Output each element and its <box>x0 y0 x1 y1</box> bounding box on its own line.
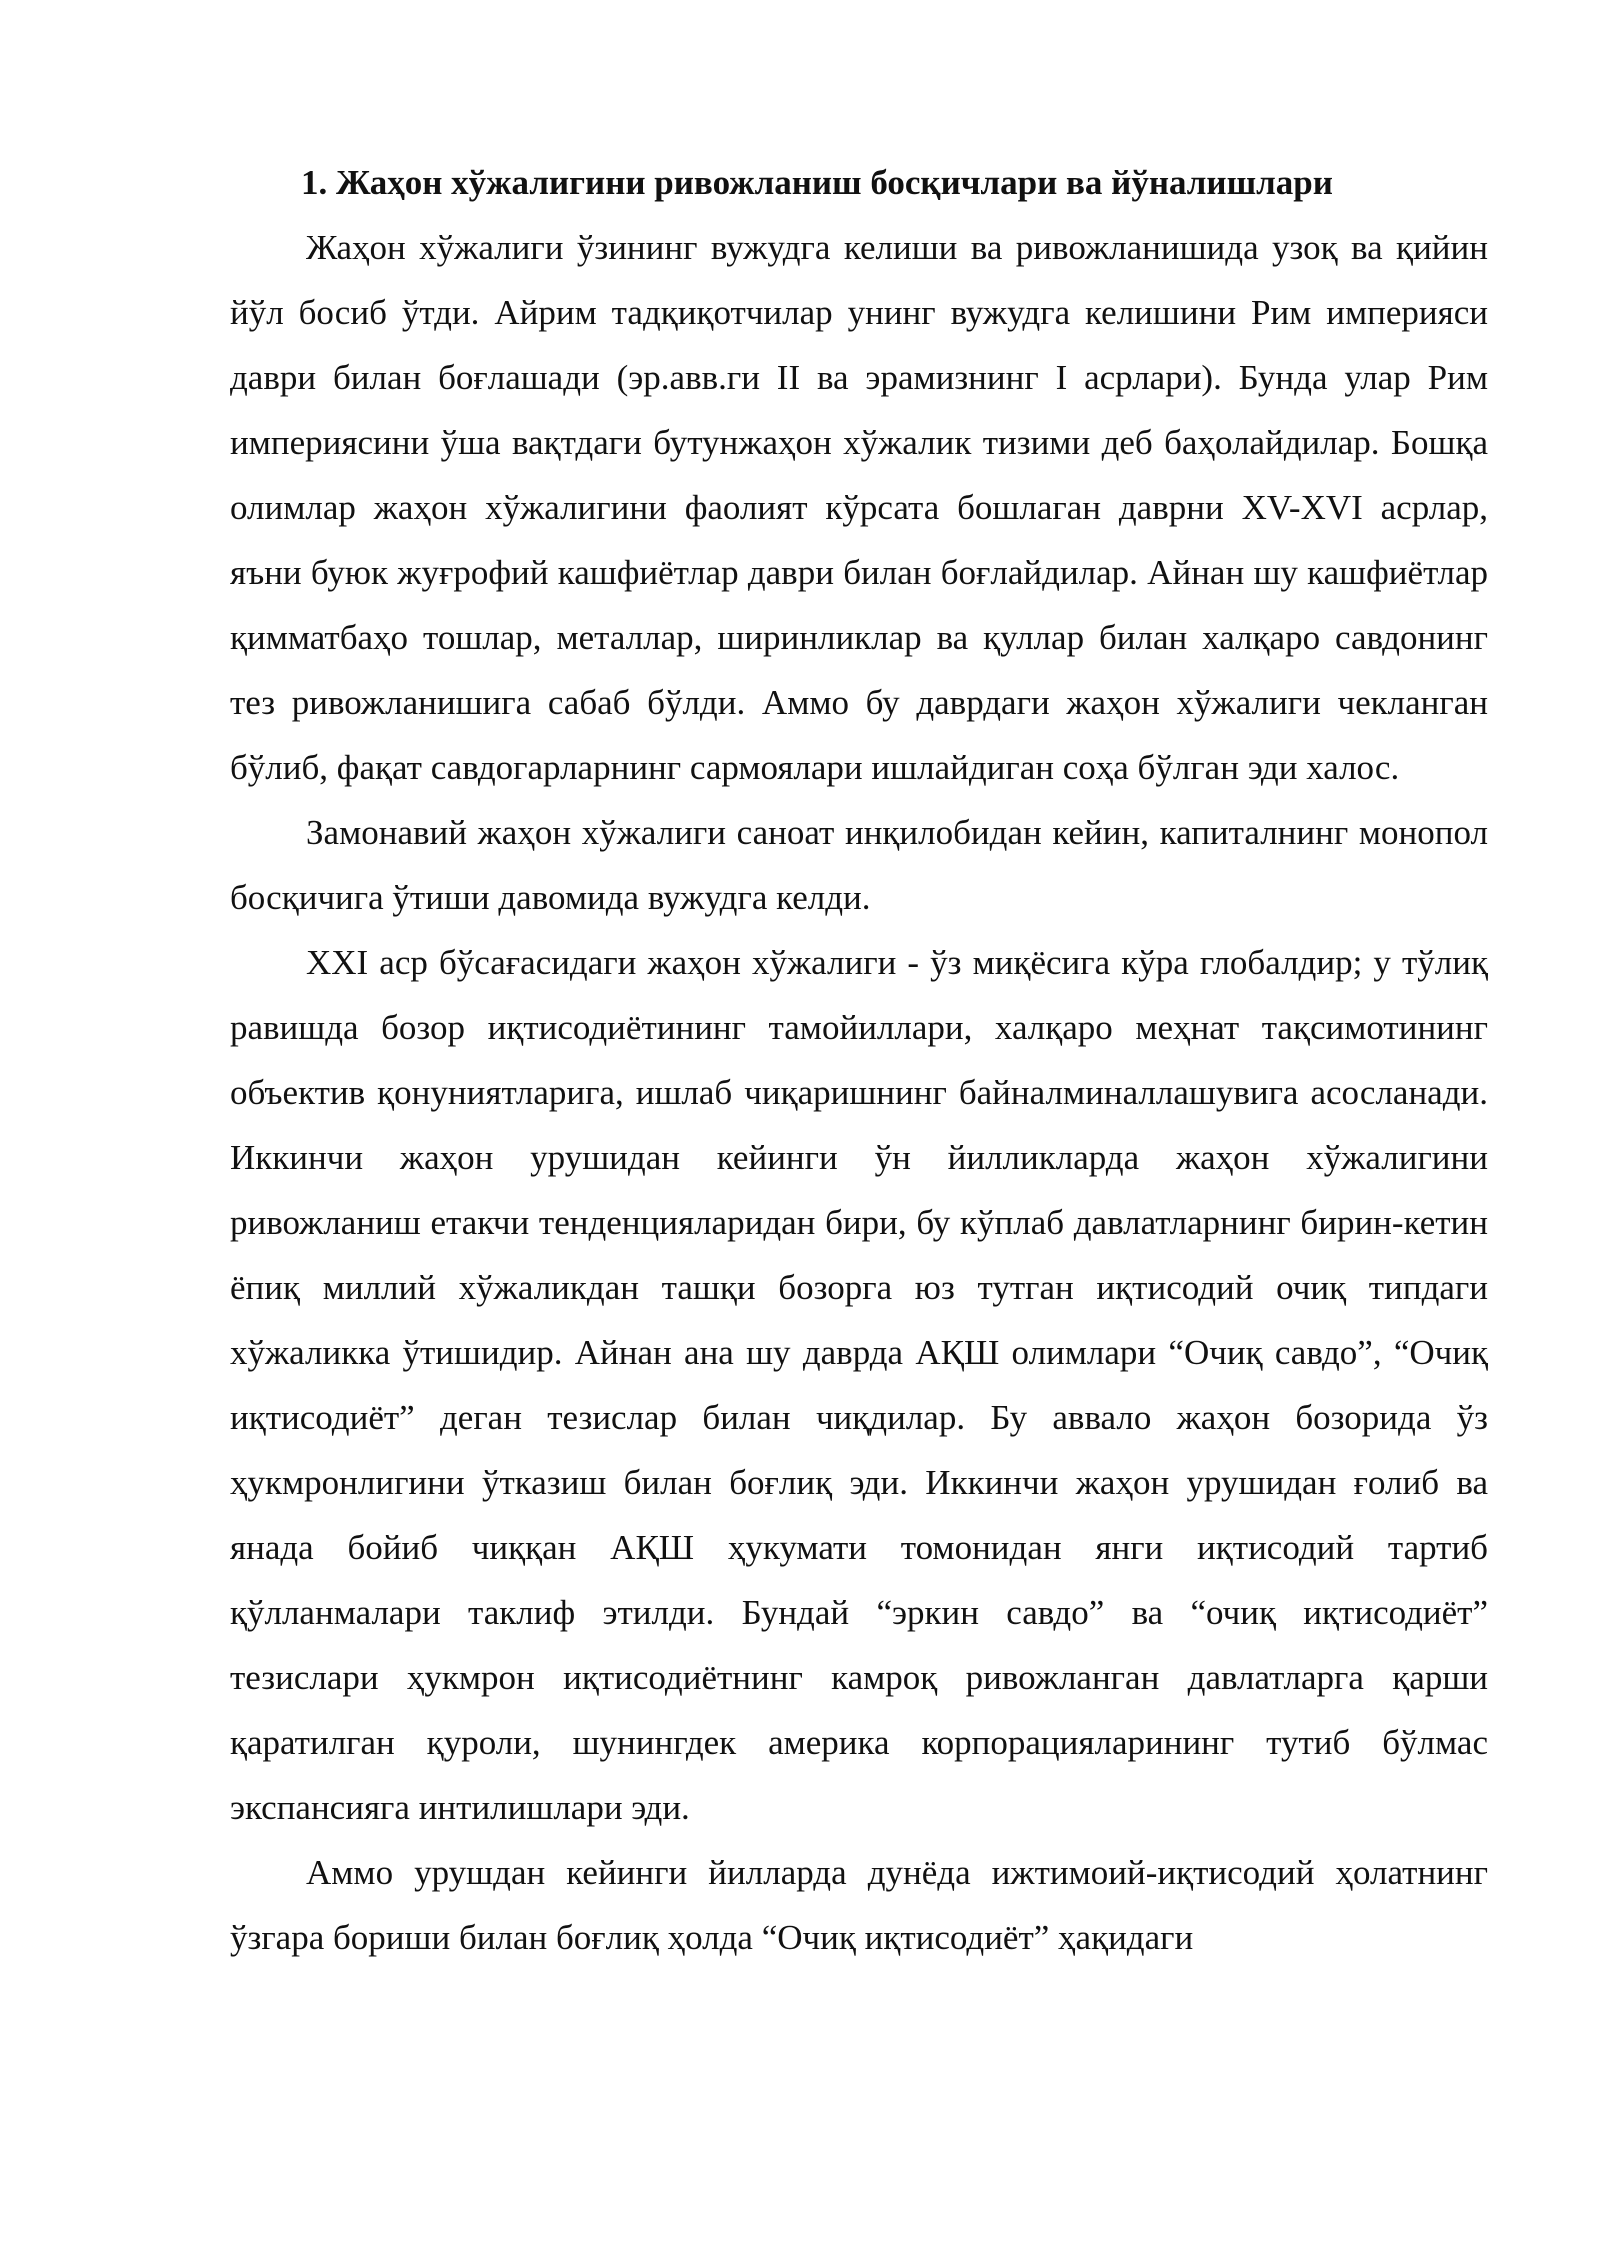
paragraph-3: XXI аср бўсағасидаги жаҳон хўжалиги - ўз миқёсига кўра глобалдир; у тўлиқ равишда бозор иқтисодиётининг тамойиллари, халқаро меҳнат тақсимотининг объектив қонуниятларига, ишлаб чиқаришнинг байналминаллашувига асосланади. Иккинчи жаҳон урушидан кейинги ўн йилликларда жаҳон хўжалигини ривожланиш етакчи тенденцияларидан бири, бу кўплаб давлатларнинг бирин-кетин ёпиқ миллий хўжаликдан ташқи бозорга юз тутган иқтисодий очиқ типдаги хўжаликка ўтишидир. Айнан ана шу даврда АҚШ олимлари “Очиқ савдо”, “Очиқ иқтисодиёт” деган тезислар билан чиқдилар. Бу аввало жаҳон бозорида ўз ҳукмронлигини ўтказиш билан боғлиқ эди. Иккинчи жаҳон урушидан ғолиб ва янада бойиб чиққан АҚШ ҳукумати томонидан янги иқтисодий тартиб қўлланмалари таклиф этилди. Бундай “эркин савдо” ва “очиқ иқтисодиёт” тезислари ҳукмрон иқтисодиётнинг камроқ ривожланган давлатларга қарши қаратилган қуроли, шунингдек америка корпорацияларининг тутиб бўлмас экспансияга интилишлари эди. <box>230 943 1488 1827</box>
paragraph-2: Замонавий жаҳон хўжалиги саноат инқилобидан кейин, капиталнинг монопол босқичига ўтиши давомида вужудга келди. <box>230 813 1488 917</box>
paragraph-1: Жаҳон хўжалиги ўзининг вужудга келиши ва ривожланишида узоқ ва қийин йўл босиб ўтди. Айрим тадқиқотчилар унинг вужудга келишини Рим империяси даври билан боғлашади (эр.авв.ги II ва эрамизнинг I асрлари). Бунда улар Рим империясини ўша вақтдаги бутунжаҳон хўжалик тизими деб баҳолайдилар. Бошқа олимлар жаҳон хўжалигини фаолият кўрсата бошлаган даврни XV-XVI асрлар, яъни буюк жуғрофий кашфиётлар даври билан боғлайдилар. Айнан шу кашфиётлар қимматбаҳо тошлар, металлар, ширинликлар ва қуллар билан халқаро савдонинг тез ривожланишига сабаб бўлди. Аммо бу даврдаги жаҳон хўжалиги чекланган бўлиб, фақат савдогарларнинг сармоялари ишлайдиган соҳа бўлган эди халос. <box>230 228 1488 787</box>
document-page <box>230 150 1488 1970</box>
section-heading: 1. Жаҳон хўжалигини ривожланиш босқичлари ва йўналишлари <box>301 163 1333 202</box>
paragraph-4: Аммо урушдан кейинги йилларда дунёда ижтимоий-иқтисодий ҳолатнинг ўзгара бориши билан боғлиқ ҳолда “Очиқ иқтисодиёт” ҳақидаги <box>230 1853 1488 1957</box>
